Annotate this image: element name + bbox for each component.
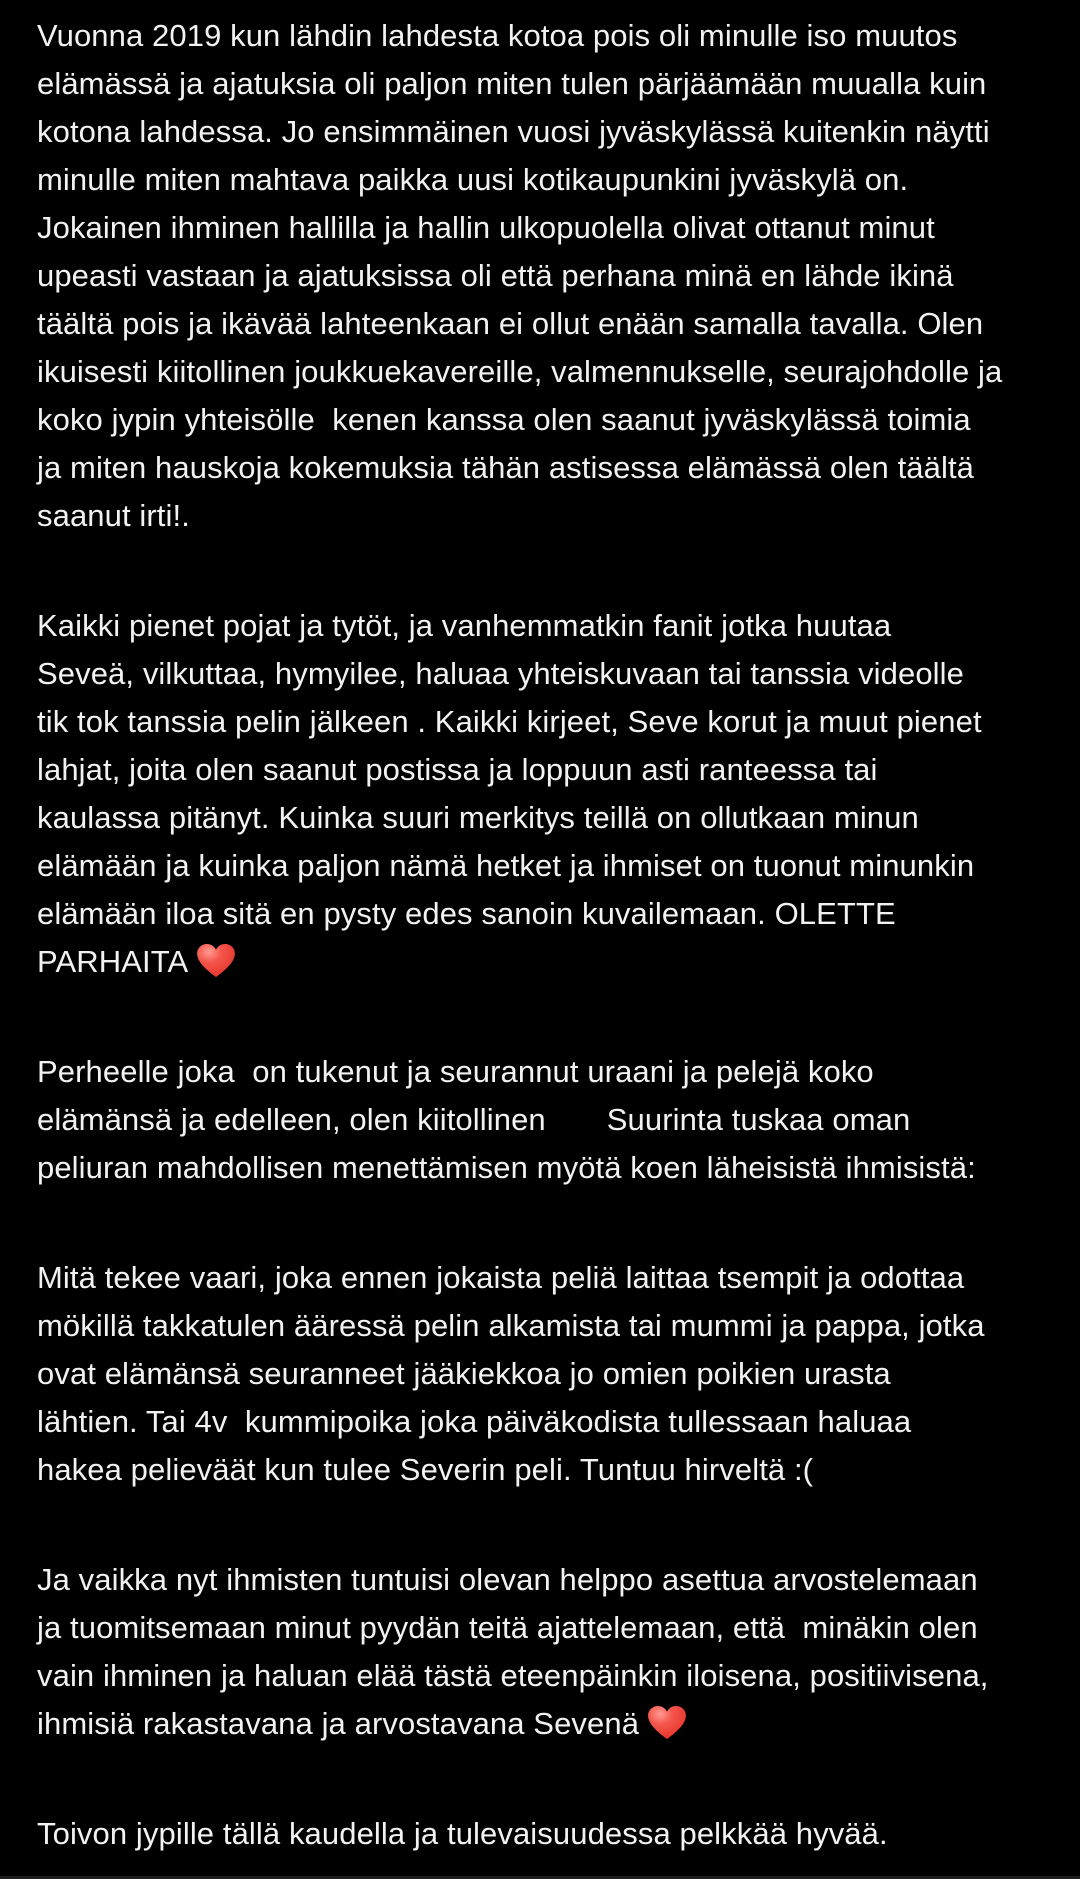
paragraph [37, 1254, 1050, 1494]
text-line-content: lahjat, joita olen saanut postissa ja loppuun asti ranteessa tai [37, 752, 878, 787]
red-heart-emoji [197, 944, 235, 978]
text-line-content: Perheelle joka on tukenut ja seurannut uraani ja pelejä koko [37, 1054, 874, 1089]
text-line [37, 746, 1050, 794]
text-line-content: ihmisiä rakastavana ja arvostavana Sevenä [37, 1706, 640, 1741]
text-line-content: Mitä tekee vaari, joka ennen jokaista peliä laittaa tsempit ja odottaa [37, 1260, 965, 1295]
paragraph [37, 602, 1050, 986]
paragraph [37, 1556, 1050, 1748]
text-line-content: hakea pelieväät kun tulee Severin peli. Tuntuu hirveltä :( [37, 1452, 814, 1487]
paragraph [37, 1048, 1050, 1192]
text-line [37, 1398, 1050, 1446]
text-line-content: ovat elämänsä seuranneet jääkiekkoa jo omien poikien urasta [37, 1356, 891, 1391]
text-line [37, 602, 1050, 650]
text-line [37, 1254, 1050, 1302]
text-line-content: Jokainen ihminen hallilla ja hallin ulkopuolella olivat ottanut minut [37, 210, 935, 245]
text-line [37, 1302, 1050, 1350]
text-line-content: Kaikki pienet pojat ja tytöt, ja vanhemmatkin fanit jotka huutaa [37, 608, 892, 643]
text-line [37, 396, 1050, 444]
text-line [37, 12, 1050, 60]
text-line-content: peliuran mahdollisen menettämisen myötä koen läheisistä ihmisistä: [37, 1150, 976, 1185]
text-line-content: elämänsä ja edelleen, olen kiitollinen Suurinta tuskaa oman [37, 1102, 911, 1137]
text-line-content: Vuonna 2019 kun lähdin lahdesta kotoa pois oli minulle iso muutos [37, 18, 958, 53]
text-line-content: elämässä ja ajatuksia oli paljon miten tulen pärjäämään muualla kuin [37, 66, 987, 101]
text-line-content: täältä pois ja ikävää lahteenkaan ei ollut enään samalla tavalla. Olen [37, 306, 984, 341]
text-line-content: kotona lahdessa. Jo ensimmäinen vuosi jyväskylässä kuitenkin näytti [37, 114, 990, 149]
text-line [37, 1096, 1050, 1144]
text-line-content: elämään ja kuinka paljon nämä hetket ja ihmiset on tuonut minunkin [37, 848, 975, 883]
text-line [37, 444, 1050, 492]
text-line-content: Seveä, vilkuttaa, hymyilee, haluaa yhteiskuvaan tai tanssia videolle [37, 656, 964, 691]
paragraph [37, 12, 1050, 540]
text-line-content: ja tuomitsemaan minut pyydän teitä ajattelemaan, että minäkin olen [37, 1610, 978, 1645]
text-line [37, 1350, 1050, 1398]
post-body [37, 12, 1050, 1858]
text-line-content: elämään iloa sitä en pysty edes sanoin kuvailemaan. OLETTE [37, 896, 896, 931]
paragraph [37, 1810, 1050, 1858]
red-heart-emoji [648, 1706, 686, 1740]
text-line-content: minulle miten mahtava paikka uusi kotikaupunkini jyväskylä on. [37, 162, 909, 197]
text-line-content: upeasti vastaan ja ajatuksissa oli että perhana minä en lähde ikinä [37, 258, 954, 293]
text-line [37, 938, 1050, 986]
text-line-content: Toivon jypille tällä kaudella ja tulevaisuudessa pelkkää hyvää. [37, 1816, 888, 1851]
text-line [37, 1810, 1050, 1858]
text-line [37, 1604, 1050, 1652]
text-line-content: ja miten hauskoja kokemuksia tähän astisessa elämässä olen täältä [37, 450, 975, 485]
text-line-content: tik tok tanssia pelin jälkeen . Kaikki kirjeet, Seve korut ja muut pienet [37, 704, 982, 739]
text-line [37, 1144, 1050, 1192]
text-line-content: vain ihminen ja haluan elää tästä eteenpäinkin iloisena, positiivisena, [37, 1658, 989, 1693]
text-line-content: ikuisesti kiitollinen joukkuekavereille, valmennukselle, seurajohdolle ja [37, 354, 1003, 389]
text-line [37, 650, 1050, 698]
text-line [37, 1446, 1050, 1494]
text-line-content: saanut irti!. [37, 498, 190, 533]
text-line-content: kaulassa pitänyt. Kuinka suuri merkitys teillä on ollutkaan minun [37, 800, 919, 835]
text-line [37, 1556, 1050, 1604]
text-line [37, 794, 1050, 842]
text-line [37, 492, 1050, 540]
text-line [37, 156, 1050, 204]
text-line-content: Ja vaikka nyt ihmisten tuntuisi olevan helppo asettua arvostelemaan [37, 1562, 978, 1597]
text-line-content: PARHAITA [37, 944, 189, 979]
text-line [37, 300, 1050, 348]
text-line [37, 252, 1050, 300]
text-line [37, 890, 1050, 938]
text-line-content: lähtien. Tai 4v kummipoika joka päiväkodista tullessaan haluaa [37, 1404, 912, 1439]
text-line [37, 204, 1050, 252]
text-line [37, 60, 1050, 108]
text-line [37, 1048, 1050, 1096]
text-line [37, 108, 1050, 156]
text-line [37, 698, 1050, 746]
text-line [37, 1652, 1050, 1700]
text-line [37, 842, 1050, 890]
text-line-content: mökillä takkatulen ääressä pelin alkamista tai mummi ja pappa, jotka [37, 1308, 985, 1343]
text-line-content: koko jypin yhteisölle kenen kanssa olen saanut jyväskylässä toimia [37, 402, 971, 437]
text-line [37, 348, 1050, 396]
text-line [37, 1700, 1050, 1748]
